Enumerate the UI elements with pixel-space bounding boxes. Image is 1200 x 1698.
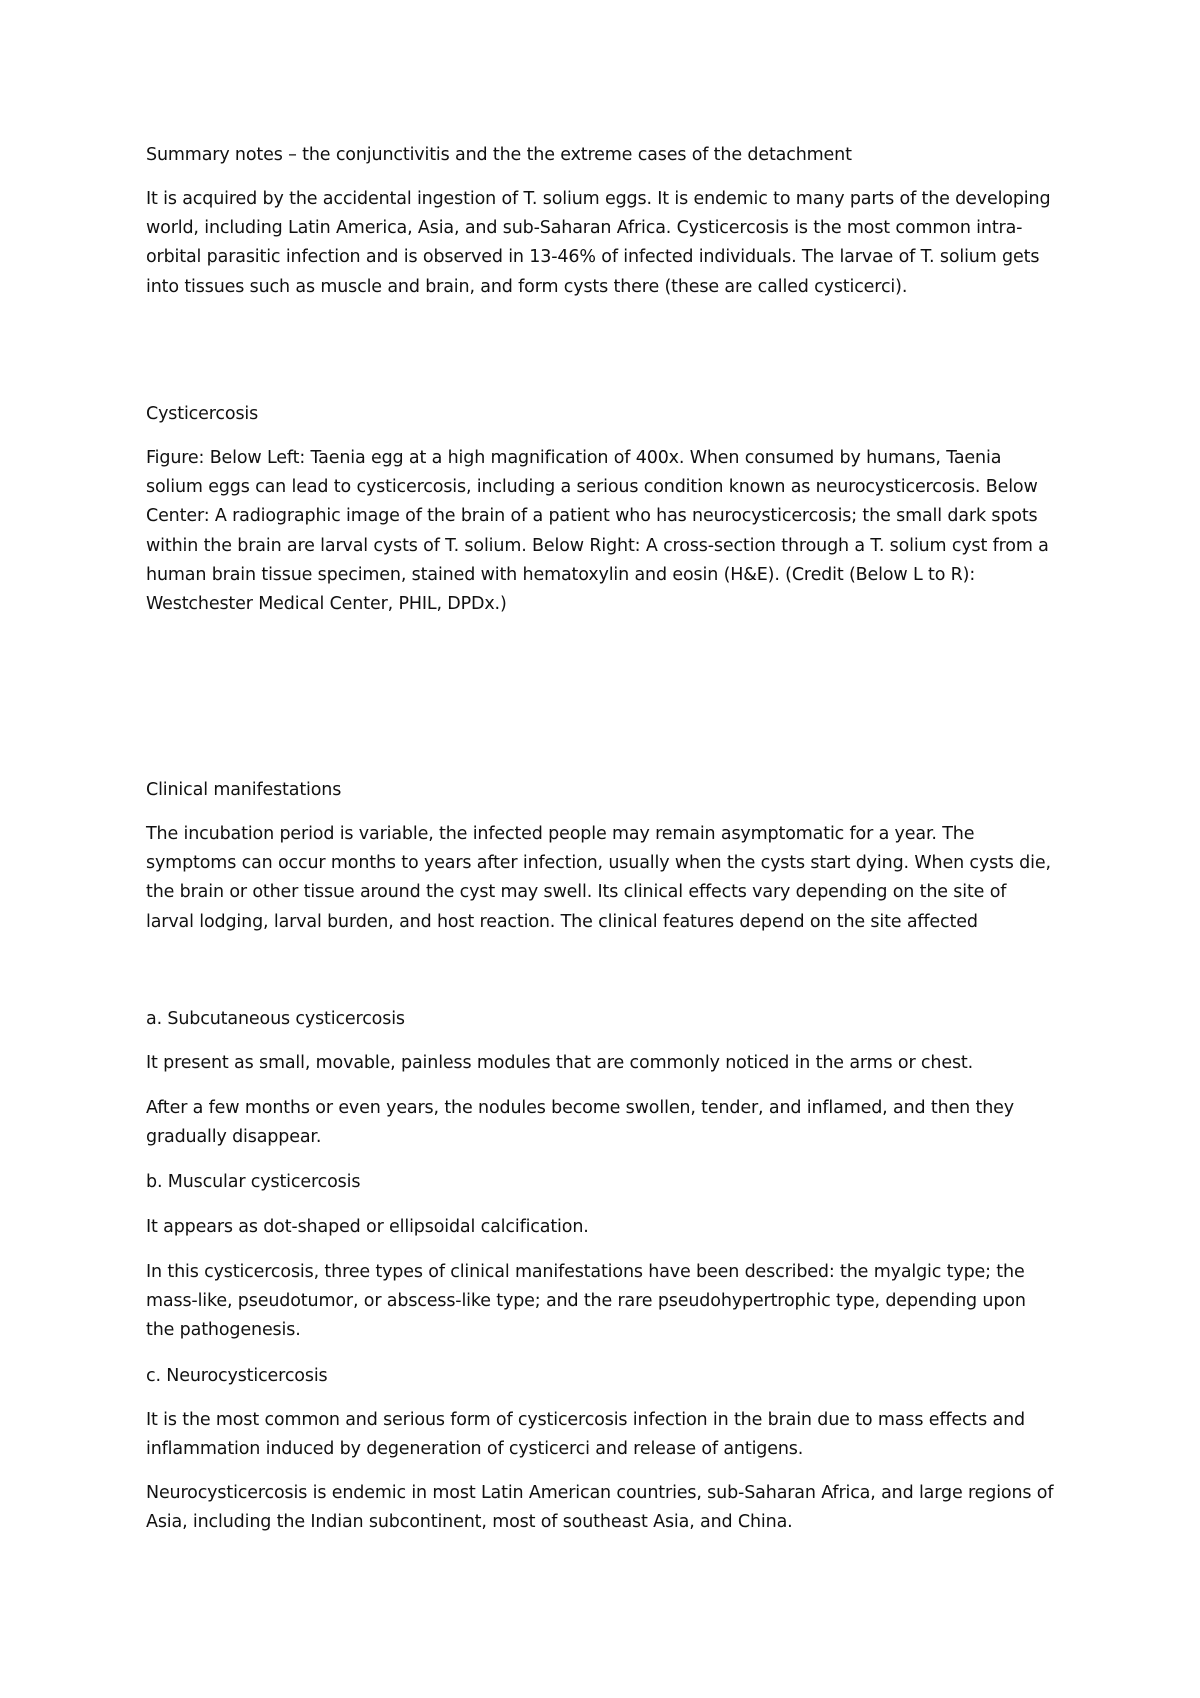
- clinical-manifestations-paragraph: The incubation period is variable, the infected people may remain asymptomatic for a year. The symptoms can occur months to years after infection, usually when the cysts start dying. When cysts die, the brain or other tissue around the cyst may swell. Its clinical effects vary depending on the site of larval lodging, larval burden, and host reaction. The clinical features depend on the site affected: [146, 824, 1051, 932]
- muscular-heading: b. Muscular cysticercosis: [146, 1172, 361, 1192]
- muscular-paragraph-2: In this cysticercosis, three types of clinical manifestations have been described: the myalgic type; the mass-like, pseudotumor, or abscess-like type; and the rare pseudohypertrophic type, depending upon the pathogenesis.: [146, 1262, 1026, 1341]
- muscular-paragraph-1: It appears as dot-shaped or ellipsoidal calcification.: [146, 1217, 589, 1237]
- subcutaneous-paragraph-2: After a few months or even years, the nodules become swollen, tender, and inflamed, and then they gradually disappear.: [146, 1098, 1014, 1148]
- neurocysticercosis-paragraph-2: Neurocysticercosis is endemic in most Latin American countries, sub-Saharan Africa, and large regions of Asia, including the Indian subcontinent, most of southeast Asia, and China.: [146, 1483, 1054, 1533]
- intro-paragraph: It is acquired by the accidental ingestion of T. solium eggs. It is endemic to many parts of the developing world, including Latin America, Asia, and sub-Saharan Africa. Cysticercosis is the most common intra-orbital parasitic infection and is observed in 13-46% of infected individuals. The larvae of T. solium gets into tissues such as muscle and brain, and form cysts there (these are called cysticerci).: [146, 189, 1051, 297]
- cysticercosis-heading: Cysticercosis: [146, 404, 259, 424]
- subcutaneous-heading: a. Subcutaneous cysticercosis: [146, 1009, 405, 1029]
- clinical-manifestations-heading: Clinical manifestations: [146, 780, 342, 800]
- subcutaneous-paragraph-1: It present as small, movable, painless modules that are commonly noticed in the arms or chest.: [146, 1053, 974, 1073]
- neurocysticercosis-paragraph-1: It is the most common and serious form of cysticercosis infection in the brain due to mass effects and inflammation induced by degeneration of cysticerci and release of antigens.: [146, 1410, 1025, 1460]
- figure-caption: Figure: Below Left: Taenia egg at a high magnification of 400x. When consumed by humans, Taenia solium eggs can lead to cysticercosis, including a serious condition known as neurocysticercosis. Below Center: A radiographic image of the brain of a patient who has neurocysticercosis; the small dark spots within the brain are larval cysts of T. solium. Below Right: A cross-section through a T. solium cyst from a human brain tissue specimen, stained with hematoxylin and eosin (H&E). (Credit (Below L to R): Westchester Medical Center, PHIL, DPDx.): [146, 448, 1049, 615]
- document-title: Summary notes – the conjunctivitis and the the extreme cases of the detachment: [146, 145, 852, 165]
- neurocysticercosis-heading: c. Neurocysticercosis: [146, 1366, 328, 1386]
